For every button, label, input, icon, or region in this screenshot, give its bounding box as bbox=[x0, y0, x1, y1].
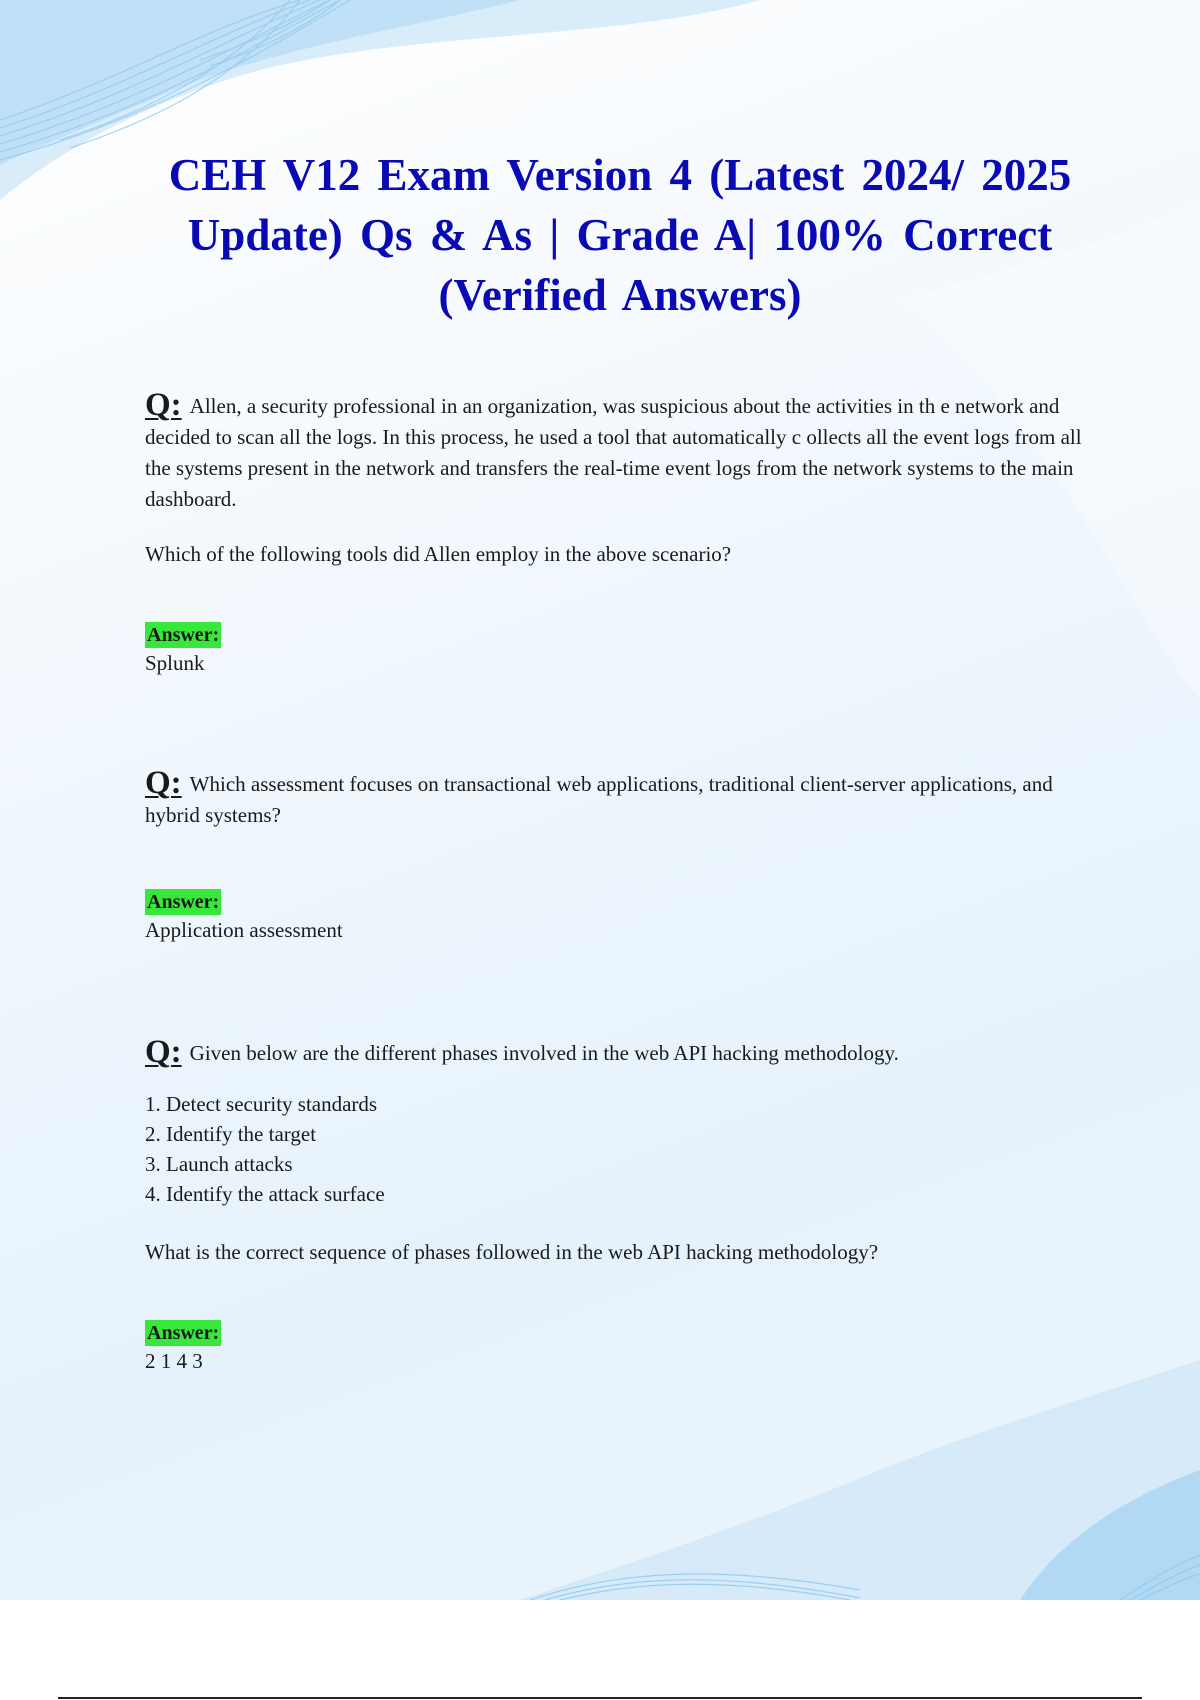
list-item: 2. Identify the target bbox=[145, 1122, 317, 1146]
question-1-followup: Which of the following tools did Allen employ in the above scenario? bbox=[145, 542, 732, 566]
list-item: 3. Launch attacks bbox=[145, 1152, 293, 1176]
question-3-text: Given below are the different phases involved in the web API hacking methodology. bbox=[189, 1041, 899, 1065]
question-2-text: Which assessment focuses on transactional web applications, traditional client-server applications, and hybrid systems? bbox=[145, 772, 1053, 827]
answer-2-text: Application assessment bbox=[145, 918, 343, 942]
footer-divider bbox=[58, 1697, 1142, 1699]
list-item: 4. Identify the attack surface bbox=[145, 1182, 385, 1206]
qa-item-2 bbox=[145, 765, 1085, 945]
question-label: Q: bbox=[145, 765, 182, 801]
qa-content bbox=[145, 387, 1085, 1376]
list-item: 1. Detect security standards bbox=[145, 1092, 378, 1116]
answer-label: Answer: bbox=[147, 891, 220, 913]
question-1-text: Allen, a security professional in an organization, was suspicious about the activities in th e network and decided to scan all the logs. In this process, he used a tool that automatically c ollects all the event logs from all the systems present in the network and transfers the real-time event logs from the network systems to the main dashboard. bbox=[145, 394, 1082, 511]
qa-item-3 bbox=[145, 1034, 1085, 1376]
qa-item-1 bbox=[145, 387, 1085, 678]
answer-label: Answer: bbox=[147, 624, 220, 646]
question-1 bbox=[145, 387, 1085, 515]
phase-list bbox=[145, 1089, 1085, 1209]
question-3-followup: What is the correct sequence of phases followed in the web API hacking methodology? bbox=[145, 1240, 879, 1264]
question-label: Q: bbox=[145, 387, 182, 423]
question-3 bbox=[145, 1034, 1085, 1070]
question-2 bbox=[145, 765, 1085, 831]
answer-1-text: Splunk bbox=[145, 651, 205, 675]
answer-3-text: 2 1 4 3 bbox=[145, 1349, 203, 1373]
answer-label: Answer: bbox=[147, 1322, 220, 1344]
document-title: CEH V12 Exam Version 4 (Latest 2024/ 2025 Update) Qs & As | Grade A| 100% Correct (Verified Answers) bbox=[168, 150, 1072, 320]
question-label: Q: bbox=[145, 1034, 182, 1070]
